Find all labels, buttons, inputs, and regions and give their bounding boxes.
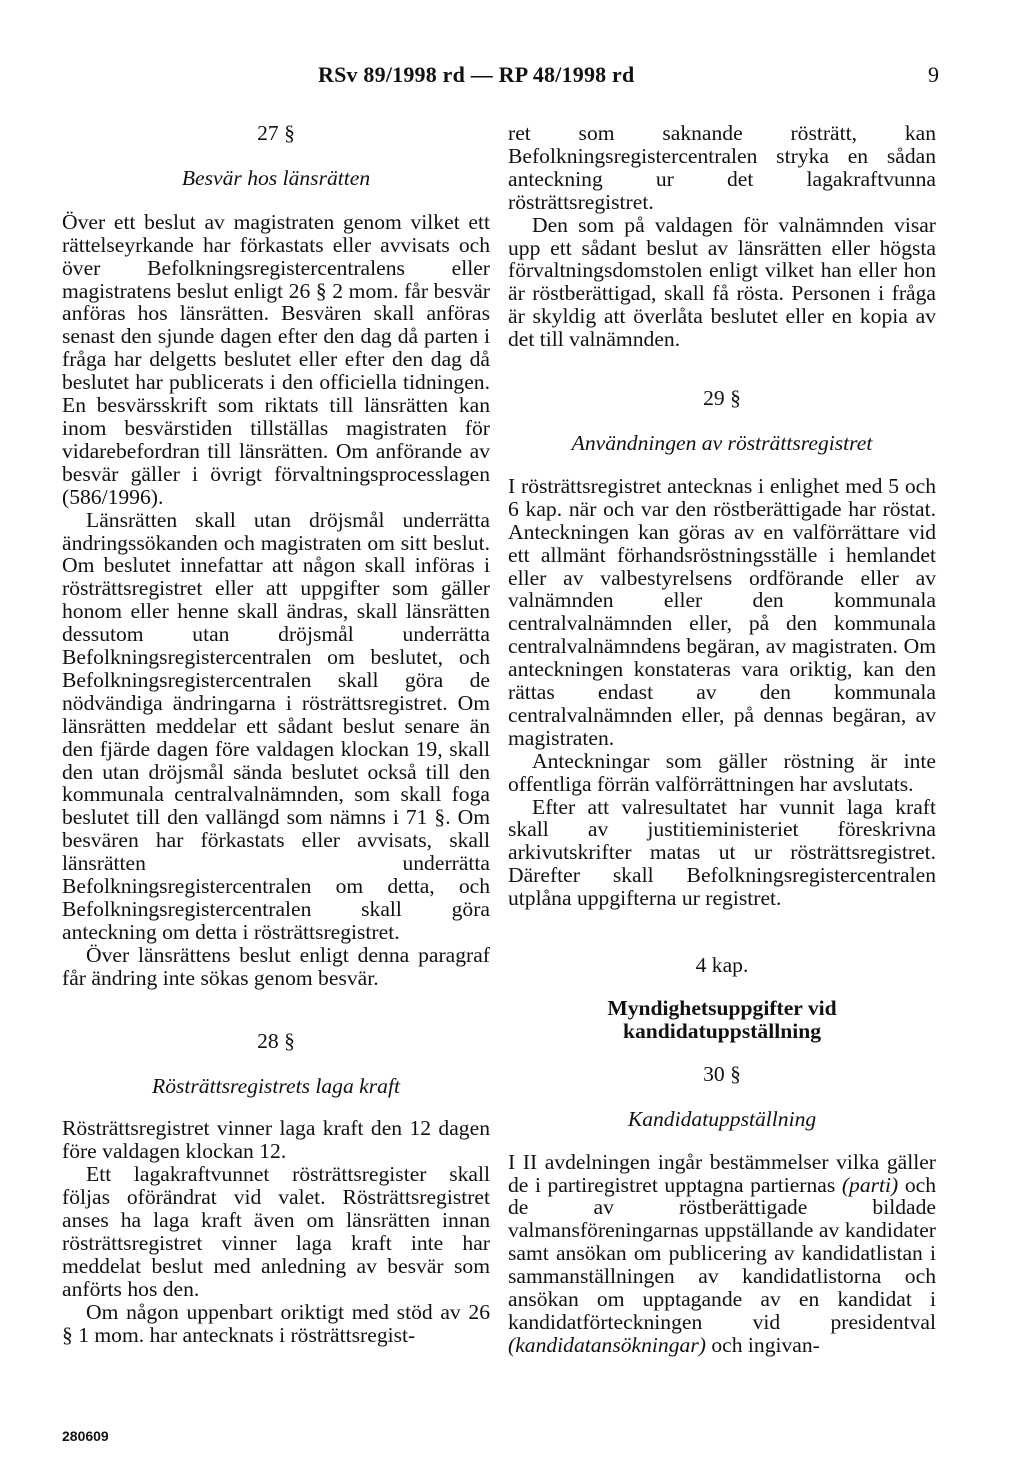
section-29-title: Användningen av rösträttsregistret	[571, 430, 873, 455]
page-number: 9	[928, 62, 939, 87]
section-27-title: Besvär hos länsrätten	[181, 165, 371, 190]
continued-paragraph: ret som saknande rösträtt, kan Befolkningsregistercentralen stryka en sådan anteckning ur det lagakraftvunna rösträttsregistret.	[508, 121, 936, 214]
section-30-text-b: och de av röstberättigade bildade valmansföreningarnas uppställande av kandidater samt ansökan om publicering av kandidatlistan i sammanställningen av kandidatlistorna och ansökan om upptagande av en kandidat i kandidatförteckningen vid presidentval	[508, 1172, 937, 1334]
section-29-paragraph: I rösträttsregistret antecknas i enlighet med 5 och 6 kap. när och var den röstberättigade har röstat. Anteckningen kan göras av en valförrättare vid ett allmänt förhandsröstningsställe i hemlandet eller av valbestyrelsens ordförande eller av valnämnden eller den kommunala centralvalnämnden eller, på den kommunala centralvalnämndens begäran, av magistraten. Om anteckningen konstateras vara oriktig, kan den rättas endast av den kommunala centralvalnämnden eller, på dennas begäran, av magistraten.	[508, 473, 936, 750]
section-29-number: 29 §	[703, 386, 741, 411]
header-title: RSv 89/1998 rd — RP 48/1998 rd	[318, 62, 635, 87]
footer-code: 280609	[62, 1428, 109, 1444]
chapter-title-line-1: Myndighetsuppgifter vid	[607, 996, 837, 1020]
section-28-number: 28 §	[257, 1028, 295, 1053]
chapter-number: 4 kap.	[695, 953, 749, 978]
section-28-title: Rösträttsregistrets laga kraft	[152, 1073, 400, 1098]
section-29-paragraph: Anteckningar som gäller röstning är inte offentliga förrän valförrättningen har avslutats.	[508, 748, 936, 796]
section-28-paragraph: Rösträttsregistret vinner laga kraft den 12 dagen före valdagen klockan 12.	[62, 1116, 490, 1164]
section-30-text-a: I II avdelningen ingår bestämmelser vilka gäller de i partiregistret upptagna partiernas	[508, 1149, 936, 1197]
left-column	[62, 122, 490, 1347]
section-29-paragraph: Efter att valresultatet har vunnit laga kraft skall av justitieministeriet föreskrivna arkivutskrifter matas ut ur rösträttsregistret. Därefter skall Befolkningsregistercentralen utplåna uppgifterna ur registret.	[508, 794, 936, 911]
term-parti: (parti)	[841, 1172, 899, 1197]
section-28-paragraph: Om någon uppenbart oriktigt med stöd av 26 § 1 mom. har antecknats i rösträttsregist-	[62, 1299, 490, 1347]
section-30-paragraph	[508, 1151, 936, 1357]
page-header	[0, 62, 1024, 96]
chapter-title-line-2: kandidatuppställning	[622, 1018, 822, 1043]
section-30-title: Kandidatuppställning	[627, 1106, 817, 1131]
section-27-paragraph: Över länsrättens beslut enligt denna paragraf får ändring inte sökas genom besvär.	[62, 942, 490, 990]
section-30-number: 30 §	[703, 1061, 741, 1086]
section-30-text-c: och ingivan-	[705, 1332, 820, 1357]
section-27-number: 27 §	[257, 121, 295, 145]
term-kandidatansokningar: (kandidatansökningar)	[508, 1332, 706, 1357]
continued-paragraph: Den som på valdagen för valnämnden visar upp ett sådant beslut av länsrätten eller högsta förvaltningsdomstolen enligt vilket han eller hon är röstberättigad, skall få rösta. Personen i fråga är skyldig att överlåta beslutet eller en kopia av det till valnämnden.	[508, 212, 936, 352]
section-27-paragraph: Länsrätten skall utan dröjsmål underrätta ändringssökanden och magistraten om sitt beslut. Om beslutet innefattar att någon skall införas i rösträttsregistret eller att uppgifter som gäller honom eller henne skall ändras, skall länsrätten dessutom utan dröjsmål underrätta Befolkningsregistercentralen om beslutet, och Befolkningsregistercentralen skall göra de nödvändiga ändringarna i rösträttsregistret. Om länsrätten meddelar ett sådant beslut senare än den fjärde dagen före valdagen klockan 19, skall den utan dröjsmål sända beslutet också till den kommunala centralvalnämnden, som skall foga beslutet till den vallängd som nämns i 71 §. Om besvären har förkastats eller avvisats, skall länsrätten underrätta Befolkningsregistercentralen om detta, och Befolkningsregistercentralen skall göra anteckning om detta i rösträttsregistret.	[62, 507, 490, 944]
section-28-paragraph: Ett lagakraftvunnet rösträttsregister skall följas oförändrat vid valet. Rösträttsregistret anses ha laga kraft även om länsrätten innan rösträttsregistret vinner laga kraft inte har meddelat beslut med anledning av besvär som anförts hos den.	[62, 1162, 490, 1301]
right-column	[508, 122, 936, 1357]
section-27-paragraph: Över ett beslut av magistraten genom vilket ett rättelseyrkande har förkastats eller avvisats och över Befolkningsregistercentralens eller magistratens beslut enligt 26 § 2 mom. får besvär anföras hos länsrätten. Besvären skall anföras senast den sjunde dagen efter den dag då parten i fråga har delgetts beslutet eller efter den dag då beslutet har publicerats i den officiella tidningen. En besvärsskrift som riktats till länsrätten kan inom besvärstiden tillställas magistraten för vidarebefordran till länsrätten. Om anförande av besvär gäller i övrigt förvaltningsprocesslagen (586/1996).	[62, 209, 490, 509]
